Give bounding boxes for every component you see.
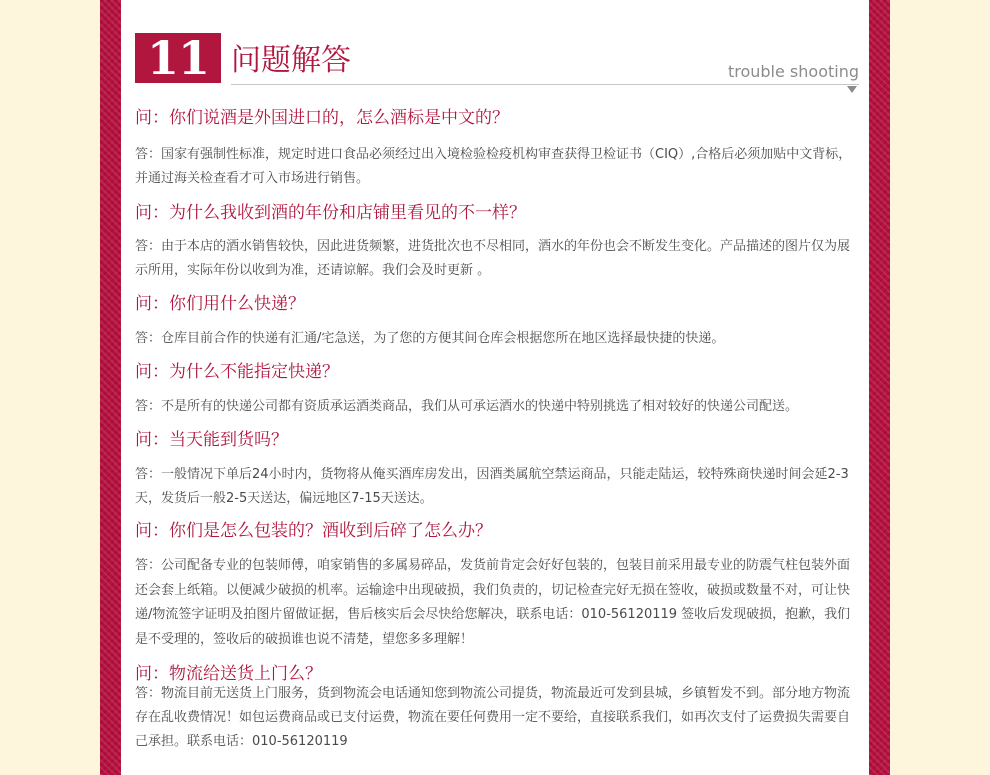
section-header [135, 33, 859, 95]
section-title: 问题解答 [231, 43, 351, 78]
faq-item [135, 201, 859, 283]
faq-answer: 答：由于本店的酒水销售较快，因此进货频繁，进货批次也不尽相同，酒水的年份也会不断发生变化。产品描述的图片仅为展示所用，实际年份以收到为准，还请谅解。我们会及时更新 。 [135, 239, 851, 278]
faq-question: 问：为什么我收到酒的年份和店铺里看见的不一样？ [135, 203, 526, 223]
faq-item [135, 428, 859, 511]
decorative-border-left [100, 0, 121, 775]
faq-item [135, 292, 859, 351]
faq-question: 问：你们用什么快递？ [135, 294, 305, 314]
down-arrow-icon [847, 86, 857, 93]
faq-item [135, 662, 859, 754]
faq-item [135, 360, 859, 419]
faq-answer: 答：一般情况下单后24小时内，货物将从俺买酒库房发出，因酒类属航空禁运商品，只能走陆运，较特殊商快递时间会延2-3天，发货后一般2-5天送达，偏远地区7-15天送达。 [135, 467, 849, 506]
faq-item [135, 106, 859, 191]
faq-question: 问：你们是怎么包装的？酒收到后碎了怎么办？ [135, 521, 492, 541]
faq-item [135, 519, 859, 652]
decorative-border-right [869, 0, 890, 775]
faq-answer: 答：仓库目前合作的快递有汇通/宅急送，为了您的方便其间仓库会根据您所在地区选择最快捷的快递。 [135, 331, 725, 346]
faq-question: 问：当天能到货吗？ [135, 430, 288, 450]
faq-question: 问：为什么不能指定快递？ [135, 362, 339, 382]
faq-answer: 答：物流目前无送货上门服务，货到物流会电话通知您到物流公司提货，物流最近可发到县城，乡镇暂发不到。部分地方物流存在乱收费情况！如包运费商品或已支付运费，物流在要任何费用一定不要给，直接联系我们，如再次支付了运费损失需要自己承担。联系电话：010-56120119 [135, 686, 851, 749]
faq-answer: 答：公司配备专业的包装师傅，咱家销售的多属易碎品，发货前肯定会好好包装的，包装目前采用最专业的防震气柱包装外面还会套上纸箱。以便减少破损的机率。运输途中出现破损，我们负责的，切记检查完好无损在签收，破损或数量不对，可让快递/物流签字证明及拍图片留做证据，售后核实后会尽快给您解决，联系电话：010-56120119 签收后发现破损，抱歉，我们是不受理的，签收后的破损谁也说不清楚，望您多多理解！ [135, 558, 851, 647]
faq-question: 问：物流给送货上门么？ [135, 664, 322, 684]
faq-question: 问：你们说酒是外国进口的，怎么酒标是中文的？ [135, 108, 509, 128]
header-divider [231, 84, 859, 85]
faq-panel [121, 0, 869, 775]
section-subtitle: trouble shooting [727, 62, 859, 81]
faq-answer: 答：国家有强制性标准，规定时进口食品必须经过出入境检验检疫机构审查获得卫检证书（CIQ）,合格后必须加贴中文背标，并通过海关检查看才可入市场进行销售。 [135, 147, 852, 186]
section-number-badge: 11 [135, 33, 221, 83]
faq-answer: 答：不是所有的快递公司都有资质承运酒类商品，我们从可承运酒水的快递中特别挑选了相对较好的快递公司配送。 [135, 399, 799, 414]
